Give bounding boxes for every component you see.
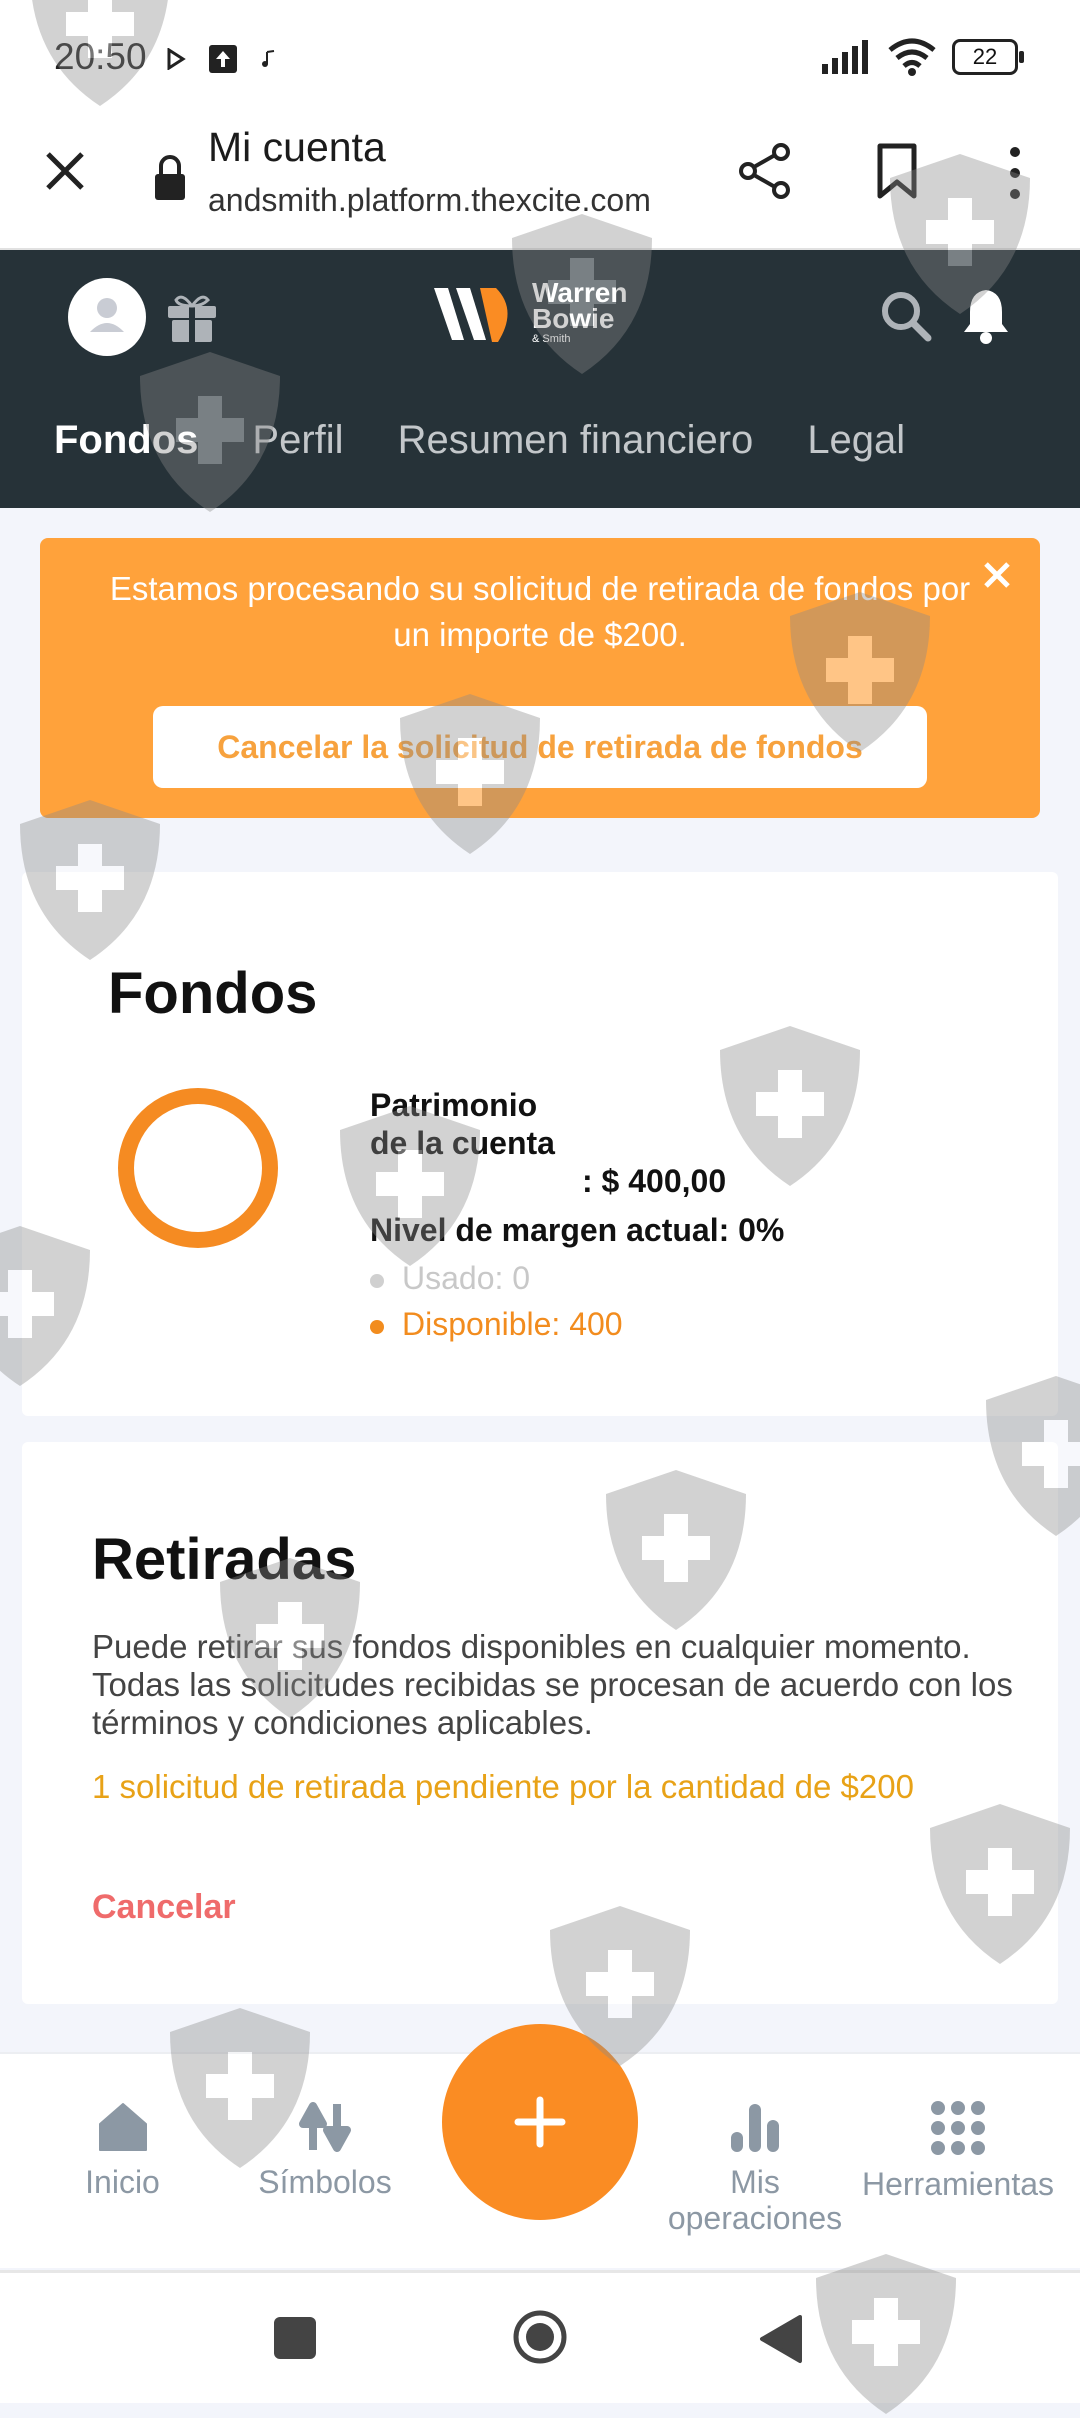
tab-bar <box>54 418 959 463</box>
recents-icon[interactable] <box>274 2317 316 2359</box>
nav-herramientas[interactable]: Herramientas <box>850 2100 1066 2202</box>
tab-resumen-financiero[interactable]: Resumen financiero <box>397 418 754 462</box>
search-icon[interactable] <box>878 288 934 344</box>
withdrawals-card <box>22 1442 1058 2004</box>
withdrawals-title: Retiradas <box>92 1527 357 1592</box>
url-text[interactable]: andsmith.platform.thexcite.com <box>208 182 651 218</box>
funds-title: Fondos <box>108 961 318 1026</box>
app-header <box>0 250 1080 508</box>
funds-donut-chart <box>116 1086 280 1250</box>
bottom-navigation <box>0 2052 1080 2268</box>
signal-icon <box>822 40 872 74</box>
nav-inicio[interactable]: Inicio <box>70 2100 175 2200</box>
bar-chart-icon <box>727 2100 783 2154</box>
equity-row <box>370 1086 727 1199</box>
tab-legal[interactable]: Legal <box>807 418 906 462</box>
play-icon <box>166 48 186 70</box>
close-icon[interactable] <box>980 558 1014 592</box>
equity-value: : $ 400,00 <box>582 1163 727 1199</box>
close-icon[interactable] <box>40 146 90 196</box>
avatar[interactable] <box>68 278 146 356</box>
cancel-withdrawal-button[interactable]: Cancelar la solicitud de retirada de fondos <box>153 706 927 788</box>
bell-icon[interactable] <box>960 284 1012 346</box>
wifi-icon <box>888 38 936 76</box>
logo-text: Warren Bowie & Smith <box>532 277 628 345</box>
cancel-link[interactable]: Cancelar <box>92 1888 236 1926</box>
withdrawals-description: Puede retirar sus fondos disponibles en cualquier momento. Todas las solicitudes recibidas se procesan de acuerdo con los términos y condiciones aplicables. <box>92 1628 1013 1741</box>
status-bar <box>0 0 1080 118</box>
add-button[interactable] <box>442 2024 638 2220</box>
used-legend: Usado: 0 <box>370 1260 530 1297</box>
home-icon <box>96 2100 150 2154</box>
pending-withdrawal-text: 1 solicitud de retirada pendiente por la cantidad de $200 <box>92 1768 914 1805</box>
back-icon[interactable] <box>756 2313 804 2365</box>
nav-mis-operaciones[interactable]: Mis operaciones <box>650 2100 860 2236</box>
plus-icon <box>512 2094 568 2150</box>
used-dot <box>370 1274 384 1288</box>
page-title: Mi cuenta <box>208 124 386 170</box>
user-icon <box>68 278 146 356</box>
browser-bar <box>0 118 1080 250</box>
home-button-icon[interactable] <box>512 2309 568 2365</box>
tab-perfil[interactable]: Perfil <box>252 418 344 462</box>
margin-level: Nivel de margen actual: 0% <box>370 1212 785 1248</box>
share-icon[interactable] <box>736 142 794 200</box>
available-dot <box>370 1320 384 1334</box>
tab-fondos[interactable]: Fondos <box>54 418 199 462</box>
available-legend: Disponible: 400 <box>370 1306 623 1343</box>
lock-icon <box>150 152 190 202</box>
music-icon <box>260 48 278 70</box>
bookmark-icon[interactable] <box>872 142 922 200</box>
more-options-icon[interactable] <box>1000 142 1030 204</box>
banner-message: Estamos procesando su solicitud de retirada de fondos por un importe de $200. <box>109 570 971 653</box>
upload-icon <box>208 44 238 74</box>
funds-card <box>22 872 1058 1416</box>
status-time: 20:50 <box>54 36 147 77</box>
swap-vertical-icon <box>297 2100 353 2154</box>
grid-icon <box>930 2100 986 2156</box>
gift-icon[interactable] <box>164 290 220 346</box>
withdrawal-banner <box>40 538 1040 818</box>
system-navigation-bar <box>0 2270 1080 2403</box>
nav-simbolos[interactable]: Símbolos <box>250 2100 400 2200</box>
battery-icon: 22 <box>952 39 1018 75</box>
equity-label: Patrimonio de la cuenta <box>370 1087 555 1161</box>
